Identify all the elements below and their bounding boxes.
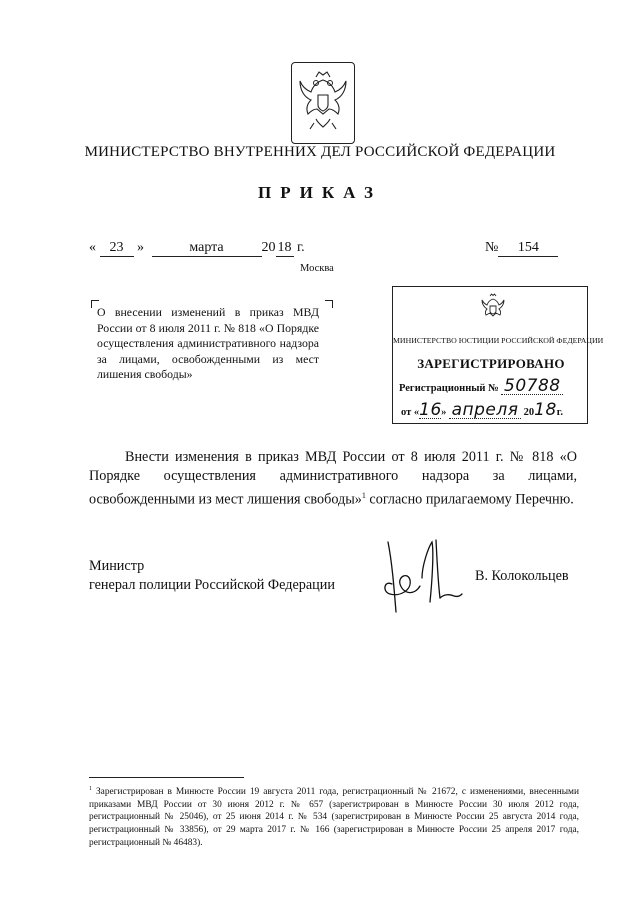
stamp-reg-label: Регистрационный № (399, 383, 499, 394)
stamp-ministry: МИНИСТЕРСТВО ЮСТИЦИИ РОССИЙСКОЙ ФЕДЕРАЦИИ (393, 336, 604, 345)
footnote-mark: 1 (89, 786, 92, 792)
stamp-registered: ЗАРЕГИСТРИРОВАНО (417, 356, 565, 371)
body-footnote-mark: 1 (361, 491, 366, 500)
stamp-year-suffix: 18 (534, 400, 557, 420)
date-day: 23 (100, 240, 134, 257)
signatory-position (89, 557, 335, 595)
number-label: № (485, 240, 499, 255)
stamp-year-unit: г. (556, 407, 564, 418)
date-year-unit: г. (297, 240, 305, 255)
order-date (89, 240, 305, 257)
subject-corner-right (325, 300, 333, 308)
number-value: 154 (498, 240, 558, 257)
order-subject: О внесении изменений в приказ МВД России от 8 июля 2011 г. № 818 «О Порядке осуществления административного надзора за лицами, освобожденными из мест лишения свободы» (97, 305, 319, 381)
stamp-registration-number (399, 378, 563, 395)
stamp-emblem-icon (479, 293, 507, 323)
signatory-name: В. Колокольцев (475, 568, 569, 584)
footnote (89, 783, 579, 849)
date-close-quote: » (137, 240, 144, 255)
body-text-main: Внести изменения в приказ МВД России от 8 июля 2011 г. № 818 «О Порядке осуществления административного надзора за лицами, освобожденными из мест лишения свободы» (89, 449, 577, 508)
stamp-date-month: апреля (449, 402, 521, 419)
order-number (485, 240, 558, 257)
registration-stamp (392, 286, 604, 424)
date-open-quote: « (89, 240, 96, 255)
emblem-frame (291, 62, 355, 144)
russian-coat-of-arms-icon (292, 63, 354, 143)
position-line-2: генерал полиции Российской Федерации (89, 577, 335, 593)
footnote-text: Зарегистрирован в Минюсте России 19 августа 2011 года, регистрационный № 21672, с изменениями, внесенными приказами МВД России от 30 июня 2012 г. № 657 (зарегистрирован в Минюсте России 30 июля 2012 года, регистрационный № 25046), от 25 июня 2014 г. № 534 (зарегистрирован в Минюсте России 25 августа 2014 года, регистрационный № 33856), от 29 марта 2017 г. № 166 (зарегистрирован в Минюсте России 25 апреля 2017 года, регистрационный № 46483). (89, 787, 579, 848)
date-month: марта (152, 240, 262, 257)
stamp-date-from: от (401, 407, 412, 418)
position-line-1: Министр (89, 558, 145, 574)
date-year-prefix: 20 (261, 240, 276, 255)
footnote-divider (89, 777, 244, 778)
body-text-tail: согласно прилагаемому Перечню. (365, 491, 574, 508)
order-body (89, 448, 577, 510)
stamp-reg-number: 50788 (501, 378, 563, 395)
ministry-title: МИНИСТЕРСТВО ВНУТРЕННИХ ДЕЛ РОССИЙСКОЙ ФЕДЕРАЦИИ (84, 144, 556, 160)
document-type-title: ПРИКАЗ (258, 183, 382, 202)
stamp-date: от «16» апреля 2018г. (401, 400, 564, 420)
city: Москва (300, 263, 334, 274)
stamp-date-day: 16 (419, 400, 442, 420)
handwritten-signature (378, 532, 478, 622)
date-year-suffix: 18 (277, 240, 292, 255)
stamp-year-prefix: 20 (523, 407, 535, 418)
